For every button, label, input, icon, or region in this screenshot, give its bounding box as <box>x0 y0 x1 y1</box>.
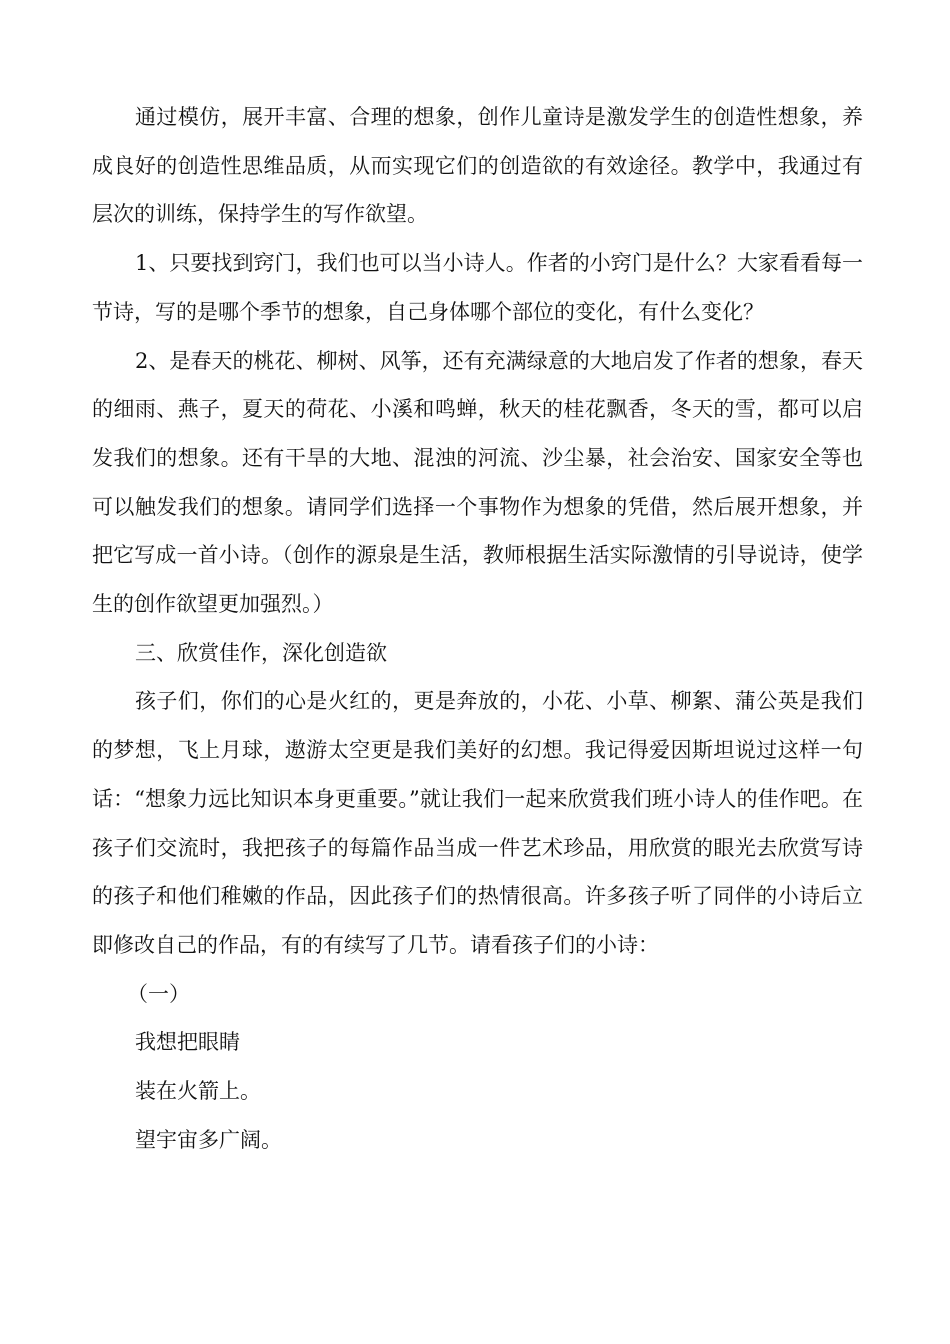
section-heading: 三、欣赏佳作，深化创造欲 <box>135 640 387 665</box>
poem-number: （一） <box>127 981 190 1006</box>
poem-line-1: 我想把眼睛 <box>135 1030 240 1055</box>
document-page <box>92 93 863 1164</box>
poem-line-3: 望宇宙多广阔。 <box>135 1127 282 1152</box>
paragraph-intro: 通过模仿，展开丰富、合理的想象，创作儿童诗是激发学生的创造性想象，养成良好的创造性思维品质，从而实现它们的创造欲的有效途径。教学中，我通过有层次的训练，保持学生的写作欲望。 <box>92 105 863 227</box>
paragraph-point-2: 2、是春天的桃花、柳树、风筝，还有充满绿意的大地启发了作者的想象，春天的细雨、燕子，夏天的荷花、小溪和鸣蝉，秋天的桂花飘香，冬天的雪，都可以启发我们的想象。还有干旱的大地、混浊的河流、沙尘暴，社会治安、国家安全等也可以触发我们的想象。请同学们选择一个事物作为想象的凭借，然后展开想象，并把它写成一首小诗。（创作的源泉是生活，教师根据生活实际激情的引导说诗，使学生的创作欲望更加强烈。） <box>92 348 863 617</box>
paragraph-appreciation: 孩子们，你们的心是火红的，更是奔放的，小花、小草、柳絮、蒲公英是我们的梦想，飞上月球，遨游太空更是我们美好的幻想。我记得爱因斯坦说过这样一句话：“想象力远比知识本身更重要。”就让我们一起来欣赏我们班小诗人的佳作吧。在孩子们交流时，我把孩子的每篇作品当成一件艺术珍品，用欣赏的眼光去欣赏写诗的孩子和他们稚嫩的作品，因此孩子们的热情很高。许多孩子听了同伴的小诗后立即修改自己的作品，有的有续写了几节。请看孩子们的小诗： <box>92 689 863 957</box>
poem-line-2: 装在火箭上。 <box>135 1079 261 1104</box>
paragraph-point-1: 1、只要找到窍门，我们也可以当小诗人。作者的小窍门是什么？大家看看每一节诗，写的是哪个季节的想象，自己身体哪个部位的变化，有什么变化？ <box>92 251 863 324</box>
